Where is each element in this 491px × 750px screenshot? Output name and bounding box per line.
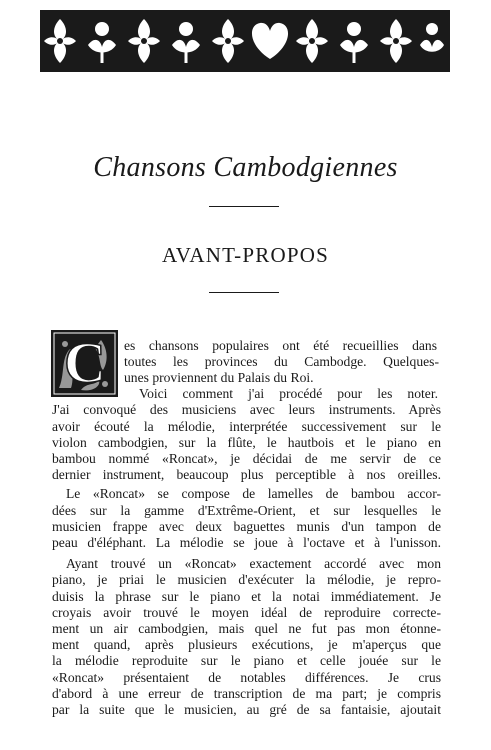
body-line: dernier instrument, beaucoup plus perceptible à nos oreilles. [52,467,441,482]
body-line: la mélodie reproduite sur le piano et celle jouée sur le [52,653,441,668]
body-line: toutes les provinces du Cambodge. Quelques- [124,354,439,369]
body-line: d'abord à une erreur de transcription de ma part; je compris [52,686,441,701]
body-line: ment un air cambodgien, mais quel ne fut pas mon étonne- [52,621,441,636]
body-line: Ayant trouvé un «Roncat» exactement accordé avec mon [66,556,441,571]
dropcap-letter: C [64,330,106,395]
body-line: es chansons populaires ont été recueillies dans [124,338,437,353]
body-line: piano, je priai le musicien d'exécuter la mélodie, je repro- [52,572,441,587]
body-line: bambou nommé «Roncat», je décidai de me servir de ce [52,451,441,466]
page-title: Chansons Cambodgiennes [93,152,398,183]
body-line: dées sur la gamme d'Extrême-Orient, et sur lesquelles le [52,503,441,518]
body-line: J'ai convoqué des musiciens avec leurs instruments. Après [52,402,441,417]
body-line: Le «Roncat» se compose de lamelles de bambou accor- [66,486,441,501]
body-line: croyais avoir trouvé le moyen idéal de reproduire correcte- [52,605,441,620]
body-line: violon cambodgien, sur la flûte, le hautbois et le piano en [52,435,441,450]
body-line: musicien frappe avec deux baguettes munis d'un tampon de [52,519,441,534]
body-line: avoir écouté la mélodie, interprétée successivement sur le [52,419,441,434]
body-line: «Roncat» présentaient de notables différences. Je crus [52,670,441,685]
body-line: unes proviennent du Palais du Roi. [124,370,314,385]
body-line: Voici comment j'ai procédé pour les noter. [139,386,438,401]
body-line: duisis la phrase sur le piano et la notai immédiatement. Je [52,589,441,604]
body-line: peau d'éléphant. La mélodie se joue à l'octave et à l'unisson. [52,535,441,550]
body-line: ment quand, après plusieurs exécutions, je m'aperçus que [52,637,441,652]
body-line: par la suite que le musicien, au gré de sa fantaisie, ajoutait [52,702,441,717]
section-heading: AVANT-PROPOS [162,243,329,267]
